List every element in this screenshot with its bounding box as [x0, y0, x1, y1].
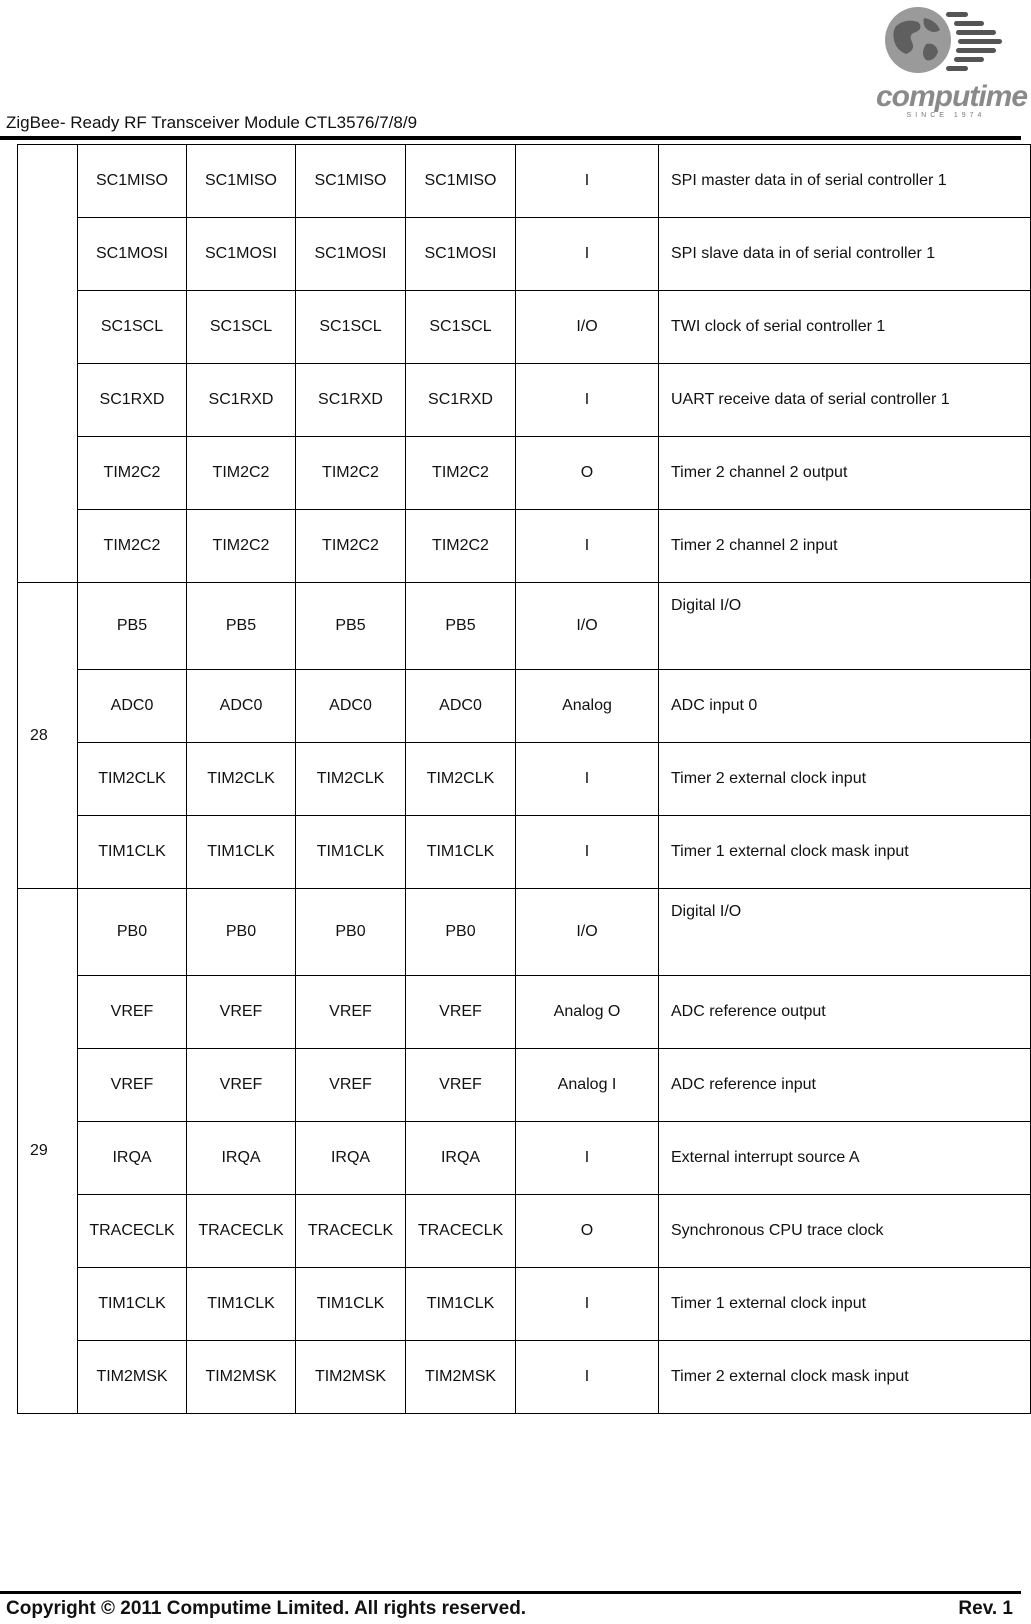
signal-cell: TIM2C2: [187, 437, 296, 510]
signal-cell: TIM2C2: [296, 437, 406, 510]
direction-cell: I: [516, 364, 659, 437]
direction-cell: Analog O: [516, 976, 659, 1049]
signal-cell: TIM2C2: [296, 510, 406, 583]
description-cell: Synchronous CPU trace clock: [659, 1195, 1031, 1268]
logo-wordmark: computime: [876, 80, 1028, 113]
direction-cell: I: [516, 1122, 659, 1195]
signal-cell: PB0: [187, 889, 296, 976]
table-row: [18, 1341, 1031, 1414]
direction-cell: I: [516, 218, 659, 291]
signal-cell: PB0: [78, 889, 187, 976]
signal-cell: TIM1CLK: [187, 816, 296, 889]
table-row: [18, 291, 1031, 364]
signal-cell: IRQA: [78, 1122, 187, 1195]
signal-cell: TIM1CLK: [78, 1268, 187, 1341]
table-row: [18, 1049, 1031, 1122]
direction-cell: I: [516, 510, 659, 583]
footer-divider: [0, 1591, 1021, 1594]
direction-cell: I: [516, 816, 659, 889]
description-cell: ADC reference output: [659, 976, 1031, 1049]
table-row: [18, 743, 1031, 816]
signal-cell: TIM1CLK: [296, 816, 406, 889]
signal-cell: VREF: [296, 976, 406, 1049]
pin-number-cell: 29: [18, 889, 78, 1414]
table-row: [18, 1122, 1031, 1195]
signal-cell: TIM2CLK: [296, 743, 406, 816]
signal-cell: TIM1CLK: [296, 1268, 406, 1341]
table-row: [18, 889, 1031, 976]
table-row: [18, 976, 1031, 1049]
signal-cell: VREF: [296, 1049, 406, 1122]
direction-cell: I/O: [516, 291, 659, 364]
signal-cell: SC1MISO: [187, 145, 296, 218]
document-title: ZigBee- Ready RF Transceiver Module CTL3576/7/8/9: [6, 113, 418, 132]
signal-cell: SC1RXD: [406, 364, 516, 437]
description-cell: Timer 1 external clock mask input: [659, 816, 1031, 889]
signal-cell: TIM2CLK: [406, 743, 516, 816]
table-row: [18, 583, 1031, 670]
pin-function-table: [17, 144, 1031, 1414]
signal-cell: IRQA: [296, 1122, 406, 1195]
signal-cell: TIM2C2: [187, 510, 296, 583]
description-cell: TWI clock of serial controller 1: [659, 291, 1031, 364]
pin-number-cell: [18, 145, 78, 583]
description-cell: Digital I/O: [659, 583, 1031, 670]
table-row: [18, 670, 1031, 743]
signal-cell: SC1SCL: [187, 291, 296, 364]
description-cell: UART receive data of serial controller 1: [659, 364, 1031, 437]
computime-logo: [876, 4, 1028, 124]
signal-cell: VREF: [406, 1049, 516, 1122]
signal-cell: SC1SCL: [296, 291, 406, 364]
signal-cell: TIM2C2: [78, 510, 187, 583]
table-row: [18, 1268, 1031, 1341]
signal-cell: PB0: [406, 889, 516, 976]
signal-cell: SC1MISO: [78, 145, 187, 218]
signal-cell: SC1SCL: [78, 291, 187, 364]
signal-cell: ADC0: [78, 670, 187, 743]
table-row: [18, 145, 1031, 218]
signal-cell: TIM1CLK: [78, 816, 187, 889]
direction-cell: I/O: [516, 583, 659, 670]
header-divider: [0, 136, 1021, 140]
signal-cell: SC1MOSI: [296, 218, 406, 291]
signal-cell: TIM2MSK: [78, 1341, 187, 1414]
direction-cell: O: [516, 1195, 659, 1268]
signal-cell: SC1MOSI: [406, 218, 516, 291]
description-cell: Timer 2 external clock mask input: [659, 1341, 1031, 1414]
direction-cell: I/O: [516, 889, 659, 976]
description-cell: ADC input 0: [659, 670, 1031, 743]
signal-cell: PB5: [187, 583, 296, 670]
signal-cell: TIM1CLK: [406, 1268, 516, 1341]
signal-cell: TIM2MSK: [187, 1341, 296, 1414]
description-cell: ADC reference input: [659, 1049, 1031, 1122]
signal-cell: TIM2CLK: [78, 743, 187, 816]
signal-cell: TIM2MSK: [406, 1341, 516, 1414]
signal-cell: TIM1CLK: [406, 816, 516, 889]
logo-since: SINCE 1974: [906, 112, 986, 119]
signal-cell: TIM2C2: [78, 437, 187, 510]
signal-cell: SC1MISO: [296, 145, 406, 218]
signal-cell: IRQA: [187, 1122, 296, 1195]
signal-cell: ADC0: [406, 670, 516, 743]
signal-cell: ADC0: [187, 670, 296, 743]
signal-cell: SC1SCL: [406, 291, 516, 364]
signal-cell: VREF: [187, 1049, 296, 1122]
description-cell: Digital I/O: [659, 889, 1031, 976]
description-cell: Timer 2 channel 2 input: [659, 510, 1031, 583]
table-row: [18, 1195, 1031, 1268]
table-row: [18, 437, 1031, 510]
direction-cell: Analog: [516, 670, 659, 743]
signal-cell: SC1MOSI: [187, 218, 296, 291]
copyright-text: Copyright © 2011 Computime Limited. All rights reserved.: [6, 1598, 527, 1619]
signal-cell: VREF: [406, 976, 516, 1049]
signal-cell: TIM2MSK: [296, 1341, 406, 1414]
signal-cell: TRACECLK: [406, 1195, 516, 1268]
signal-cell: TIM2CLK: [187, 743, 296, 816]
signal-cell: PB0: [296, 889, 406, 976]
signal-cell: SC1RXD: [296, 364, 406, 437]
signal-cell: TIM2C2: [406, 510, 516, 583]
description-cell: Timer 2 external clock input: [659, 743, 1031, 816]
description-cell: Timer 2 channel 2 output: [659, 437, 1031, 510]
signal-cell: ADC0: [296, 670, 406, 743]
description-cell: SPI master data in of serial controller 1: [659, 145, 1031, 218]
description-cell: SPI slave data in of serial controller 1: [659, 218, 1031, 291]
signal-cell: SC1MOSI: [78, 218, 187, 291]
direction-cell: I: [516, 1268, 659, 1341]
revision-label: Rev. 1: [958, 1598, 1013, 1619]
direction-cell: I: [516, 743, 659, 816]
globe-icon: [876, 4, 1016, 84]
direction-cell: I: [516, 1341, 659, 1414]
signal-cell: PB5: [406, 583, 516, 670]
signal-cell: TRACECLK: [187, 1195, 296, 1268]
signal-cell: PB5: [78, 583, 187, 670]
signal-cell: VREF: [187, 976, 296, 1049]
signal-cell: IRQA: [406, 1122, 516, 1195]
signal-cell: VREF: [78, 976, 187, 1049]
direction-cell: O: [516, 437, 659, 510]
description-cell: Timer 1 external clock input: [659, 1268, 1031, 1341]
table-row: [18, 816, 1031, 889]
direction-cell: I: [516, 145, 659, 218]
signal-cell: TIM2C2: [406, 437, 516, 510]
table-row: [18, 364, 1031, 437]
signal-cell: TIM1CLK: [187, 1268, 296, 1341]
signal-cell: SC1MISO: [406, 145, 516, 218]
table-row: [18, 510, 1031, 583]
signal-cell: PB5: [296, 583, 406, 670]
signal-cell: SC1RXD: [187, 364, 296, 437]
signal-cell: SC1RXD: [78, 364, 187, 437]
description-cell: External interrupt source A: [659, 1122, 1031, 1195]
signal-cell: TRACECLK: [78, 1195, 187, 1268]
direction-cell: Analog I: [516, 1049, 659, 1122]
signal-cell: VREF: [78, 1049, 187, 1122]
signal-cell: TRACECLK: [296, 1195, 406, 1268]
pin-number-cell: 28: [18, 583, 78, 889]
table-row: [18, 218, 1031, 291]
